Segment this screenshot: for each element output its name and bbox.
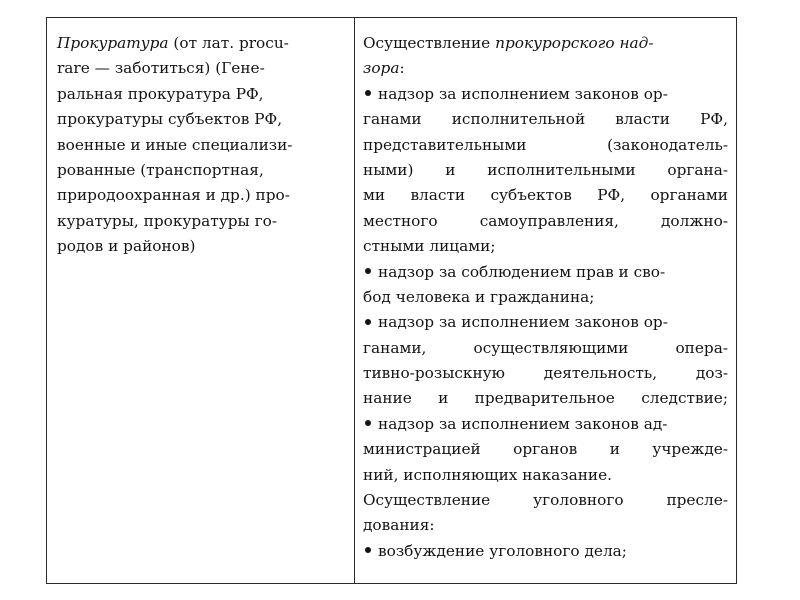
term-etymology: (от лат. procu-	[168, 34, 289, 52]
left-line: родов и районов)	[57, 237, 196, 256]
text-line: стными лицами;	[363, 237, 496, 256]
text-line: ными) и исполнительными органа-	[363, 160, 728, 179]
section-heading-supervision-cont	[363, 56, 728, 81]
heading-text: :	[399, 59, 405, 78]
bullet-icon	[365, 420, 371, 426]
left-line: военные и иные специализи-	[57, 135, 293, 154]
left-line	[57, 31, 348, 56]
left-line: ральная прокуратура РФ,	[57, 84, 264, 103]
text-line: ганами исполнительной власти РФ,	[363, 110, 728, 129]
bullet-text: надзор за исполнением законов ор-	[378, 84, 668, 103]
heading-text: Осуществление	[363, 34, 496, 52]
section-heading-prosecution-cont: дования:	[363, 516, 435, 535]
bullet-icon	[365, 319, 371, 325]
text-line: ний, исполняющих наказание.	[363, 465, 613, 484]
text-line: местного самоуправления, должно-	[363, 211, 728, 230]
text-line: ми власти субъектов РФ, органами	[363, 186, 728, 205]
bullet-item	[363, 82, 728, 107]
text-line: министрацией органов и учрежде-	[363, 440, 728, 459]
bullet-item	[363, 310, 728, 335]
section-heading-prosecution: Осуществление уголовного пресле-	[363, 491, 728, 510]
text-line: нание и предварительное следствие;	[363, 389, 728, 408]
left-line: куратуры, прокуратуры го-	[57, 211, 277, 230]
text-line: тивно-розыскную деятельность, доз-	[363, 364, 728, 383]
bullet-text: надзор за исполнением законов ор-	[378, 313, 668, 332]
left-cell	[47, 18, 355, 583]
bullet-text: надзор за соблюдением прав и сво-	[378, 262, 666, 281]
bullet-text: надзор за исполнением законов ад-	[378, 414, 668, 433]
term-prosecutor: Прокуратура	[57, 34, 169, 52]
bullet-icon	[365, 90, 371, 96]
left-line: rare — заботиться) (Гене-	[57, 59, 265, 78]
left-line: прокуратуры субъектов РФ,	[57, 110, 283, 129]
content-table	[46, 17, 737, 584]
right-cell	[355, 18, 736, 583]
heading-italic-text: прокурорского над-	[495, 34, 654, 52]
left-line: рованные (транспортная,	[57, 160, 264, 179]
left-line: природоохранная и др.) про-	[57, 186, 290, 205]
bullet-icon	[365, 268, 371, 274]
text-line: бод человека и гражданина;	[363, 287, 595, 306]
bullet-item	[363, 539, 728, 564]
heading-italic-text: зора	[363, 59, 400, 78]
section-heading-supervision	[363, 31, 728, 56]
text-line: ганами, осуществляющими опера-	[363, 338, 728, 357]
bullet-text: возбуждение уголовного дела;	[378, 541, 627, 560]
text-line: представительными (законодатель-	[363, 135, 728, 154]
bullet-icon	[365, 547, 371, 553]
bullet-item	[363, 412, 728, 437]
bullet-item	[363, 260, 728, 285]
